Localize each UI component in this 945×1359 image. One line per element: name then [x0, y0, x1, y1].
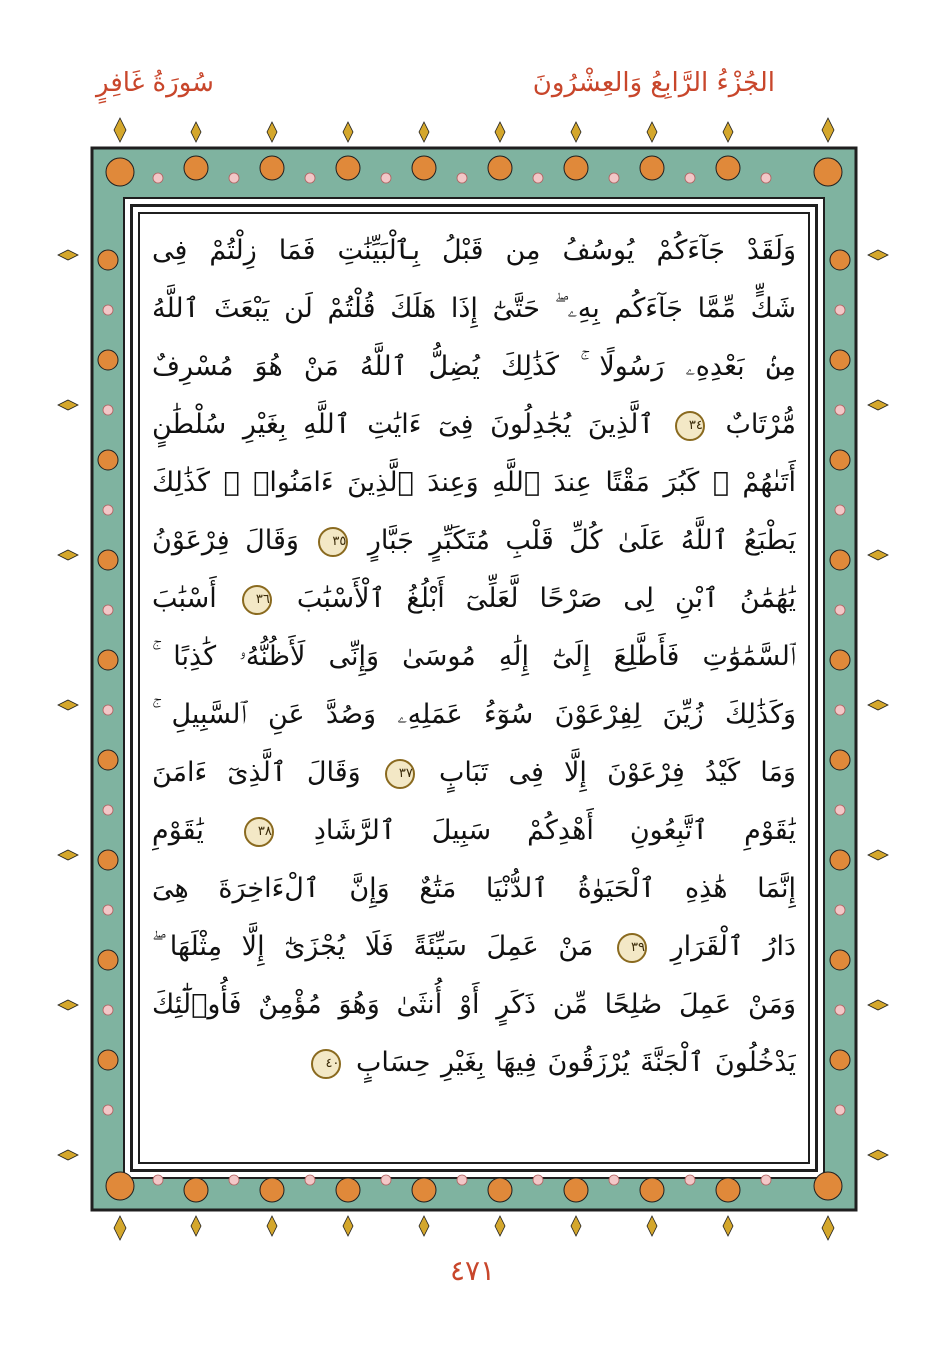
verse-line-5	[152, 454, 796, 512]
verse-text: يَٰقَوْمِ	[152, 815, 204, 846]
verse-text: يَٰهَٰمَٰنُ ٱبْنِ لِى صَرْحًا لَّعَلِّىٓ أَبْلُغُ ٱلْأَسْبَٰبَ	[296, 583, 796, 614]
verse-text: يَٰقَوْمِ ٱتَّبِعُونِ أَهْدِكُمْ سَبِيلَ ٱلرَّشَادِ	[313, 815, 796, 846]
verse-text: شَكٍّ مِّمَّا جَآءَكُم بِهِۦ ۖ حَتَّىٰٓ إِذَا هَلَكَ قُلْتُمْ لَن يَبْعَثَ ٱللَّهُ	[152, 293, 796, 324]
verse-text: مِنۢ بَعْدِهِۦ رَسُولًا ۚ كَذَٰلِكَ يُضِلُّ ٱللَّهُ مَنْ هُوَ مُسْرِفٌ	[152, 351, 796, 382]
verse-text: دَارُ ٱلْقَرَارِ	[670, 931, 796, 962]
verse-text: وَمَنْ عَمِلَ صَٰلِحًا مِّن ذَكَرٍ أَوْ أُنثَىٰ وَهُوَ مُؤْمِنٌ فَأُو۟لَٰٓئِكَ	[152, 989, 796, 1020]
juz-name-header: الجُزْءُ الرَّابِعُ وَالعِشْرُونَ	[532, 68, 775, 98]
ayah-number-marker: ٤٠	[311, 1049, 341, 1079]
surah-name-header: سُورَةُ غَافِرٍ	[96, 68, 214, 98]
verse-line-11	[152, 802, 796, 860]
verse-text: مُّرْتَابٌ	[725, 409, 796, 440]
verse-text: ٱلسَّمَٰوَٰتِ فَأَطَّلِعَ إِلَىٰٓ إِلَٰهِ مُوسَىٰ وَإِنِّى لَأَظُنُّهُۥ كَٰذِبًا ۚ	[152, 641, 796, 672]
verse-line-9	[152, 686, 796, 744]
verse-line-13	[152, 918, 796, 976]
verse-text: وَكَذَٰلِكَ زُيِّنَ لِفِرْعَوْنَ سُوٓءُ عَمَلِهِۦ وَصُدَّ عَنِ ٱلسَّبِيلِ ۚ	[152, 699, 796, 730]
verse-text: أَسْبَٰبَ	[152, 583, 217, 614]
page-number: ٤٧١	[449, 1254, 496, 1287]
verse-line-4	[152, 396, 796, 454]
verse-line-2	[152, 280, 796, 338]
ayah-number-marker: ٣٤	[675, 411, 705, 441]
verse-line-3	[152, 338, 796, 396]
verse-text: يَطْبَعُ ٱللَّهُ عَلَىٰ كُلِّ قَلْبِ مُتَكَبِّرٍ جَبَّارٍ	[367, 525, 796, 556]
verse-text: إِنَّمَا هَٰذِهِ ٱلْحَيَوٰةُ ٱلدُّنْيَا مَتَٰعٌ وَإِنَّ ٱلْءَاخِرَةَ هِىَ	[152, 873, 796, 904]
verse-line-1	[152, 222, 796, 280]
verse-line-7	[152, 570, 796, 628]
ayah-number-marker: ٣٥	[318, 527, 348, 557]
ayah-number-marker: ٣٨	[244, 817, 274, 847]
verse-line-10	[152, 744, 796, 802]
verse-text: وَقَالَ فِرْعَوْنُ	[152, 525, 299, 556]
verse-line-6	[152, 512, 796, 570]
verses-panel	[138, 212, 810, 1164]
verse-text: وَمَا كَيْدُ فِرْعَوْنَ إِلَّا فِى تَبَابٍ	[438, 757, 796, 788]
verse-line-15	[152, 1034, 796, 1092]
verse-text: أَتَىٰهُمْ ۖ كَبُرَ مَقْتًا عِندَ ٱللَّهِ وَعِندَ ٱلَّذِينَ ءَامَنُوا۟ ۚ كَذَٰلِكَ	[152, 467, 796, 498]
verse-text: مَنْ عَمِلَ سَيِّئَةً فَلَا يُجْزَىٰٓ إِلَّا مِثْلَهَا ۖ	[152, 931, 594, 962]
verse-line-8	[152, 628, 796, 686]
verse-text: وَقَالَ ٱلَّذِىٓ ءَامَنَ	[152, 757, 361, 788]
verse-text: ٱلَّذِينَ يُجَٰدِلُونَ فِىٓ ءَايَٰتِ ٱللَّهِ بِغَيْرِ سُلْطَٰنٍ	[152, 409, 655, 440]
verse-line-12	[152, 860, 796, 918]
verse-text: وَلَقَدْ جَآءَكُمْ يُوسُفُ مِن قَبْلُ بِٱلْبَيِّنَٰتِ فَمَا زِلْتُمْ فِى	[152, 235, 796, 266]
ayah-number-marker: ٣٧	[385, 759, 415, 789]
ayah-number-marker: ٣٩	[617, 933, 647, 963]
verse-text: يَدْخُلُونَ ٱلْجَنَّةَ يُرْزَقُونَ فِيهَا بِغَيْرِ حِسَابٍ	[356, 1047, 796, 1078]
ayah-number-marker: ٣٦	[242, 585, 272, 615]
verse-line-14	[152, 976, 796, 1034]
